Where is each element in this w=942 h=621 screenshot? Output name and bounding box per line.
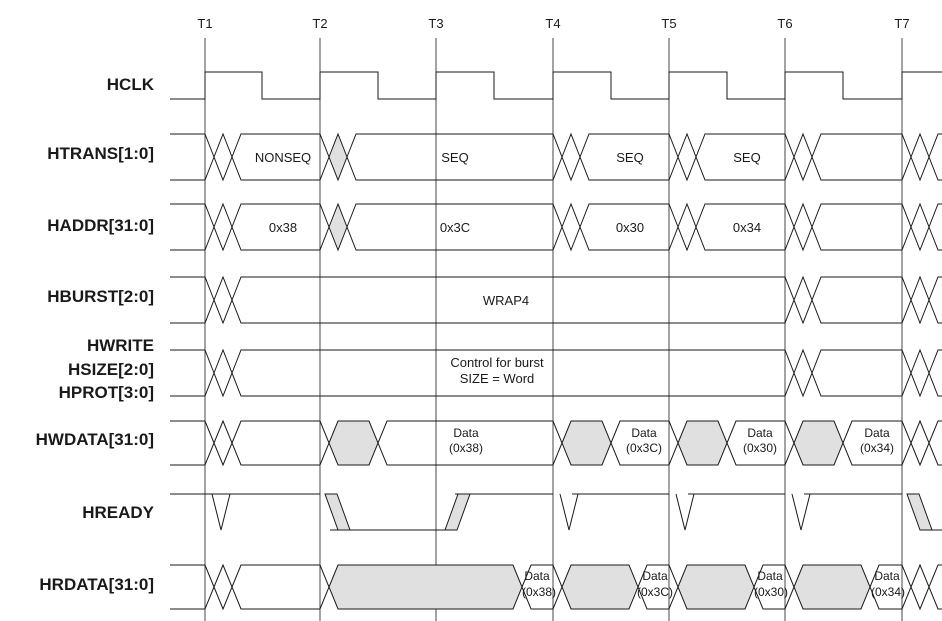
htrans-post (929, 134, 942, 180)
hwdata-shade-t4 (562, 421, 611, 465)
signal-label-hprot: HPROT[3:0] (58, 383, 154, 402)
hrdata-value-3-label: Data (757, 569, 783, 583)
hwdata-x1 (214, 421, 232, 465)
signal-labels (36, 75, 155, 594)
hwdata-x7 (911, 421, 929, 465)
signal-label-htrans: HTRANS[1:0] (47, 144, 154, 163)
signal-label-hrdata: HRDATA[31:0] (39, 575, 154, 594)
haddr-hatch-t2 (329, 204, 347, 250)
hrdata-idle-1 (232, 565, 329, 609)
hburst-value: WRAP4 (482, 293, 530, 308)
hrdata-value-1-label: Data (524, 569, 550, 583)
htrans-hatch-t2 (329, 134, 347, 180)
hwdata-pre (170, 421, 214, 465)
hready-glitch-t5 (676, 494, 694, 530)
marker-label-t7: T7 (894, 16, 910, 31)
haddr-value-1: 0x38 (268, 220, 298, 235)
marker-label-t5: T5 (661, 16, 677, 31)
haddr-value-4: 0x34 (732, 220, 762, 235)
hrdata-value-1-addr: (0x38) (521, 585, 557, 599)
hrdata-value-2-label: Data (642, 569, 668, 583)
signal-label-haddr: HADDR[31:0] (47, 216, 154, 235)
time-marker-lines (205, 38, 902, 621)
marker-label-t1: T1 (197, 16, 213, 31)
haddr-x5 (678, 204, 696, 250)
hwdata-value-3-addr: (0x30) (742, 441, 778, 455)
hburst-x1 (214, 277, 232, 323)
hrdata-value-3-addr: (0x30) (753, 585, 789, 599)
haddr-x4 (562, 204, 580, 250)
hrdata-x7 (911, 565, 929, 609)
marker-label-t3: T3 (428, 16, 444, 31)
hwdata-post (929, 421, 942, 465)
haddr-pre (170, 204, 214, 250)
hwdata-shade-t6 (794, 421, 843, 465)
hburst-bus (170, 277, 942, 323)
signal-label-hsize: HSIZE[2:0] (68, 360, 154, 379)
control-idle (812, 350, 911, 396)
hwdata-shade-t2 (329, 421, 378, 465)
hwdata-idle-1 (232, 421, 329, 465)
hrdata-value-4-label: Data (874, 569, 900, 583)
hwdata-value-4-label: Data (864, 426, 890, 440)
haddr-bus (170, 204, 942, 250)
marker-label-t2: T2 (312, 16, 328, 31)
hrdata-value-4-addr: (0x34) (870, 585, 906, 599)
control-bus (170, 350, 942, 396)
signal-label-hwdata: HWDATA[31:0] (35, 430, 154, 449)
marker-label-t4: T4 (545, 16, 561, 31)
htrans-x5 (678, 134, 696, 180)
htrans-value-seq-1: SEQ (441, 150, 469, 165)
hrdata-bus (170, 565, 942, 609)
hburst-x7 (911, 277, 929, 323)
hready-rise-t3 (445, 494, 470, 530)
hburst-idle (812, 277, 911, 323)
hrdata-shade-2 (562, 565, 638, 609)
htrans-x1 (214, 134, 232, 180)
haddr-x7 (911, 204, 929, 250)
hrdata-x1 (214, 565, 232, 609)
signal-label-hclk: HCLK (106, 75, 154, 94)
signal-label-hready: HREADY (82, 503, 154, 522)
htrans-x6 (794, 134, 812, 180)
control-post (929, 350, 942, 396)
hburst-pre (170, 277, 214, 323)
control-text-line-2: SIZE = Word (459, 371, 535, 386)
htrans-x7 (911, 134, 929, 180)
hrdata-shade-3 (678, 565, 754, 609)
hready-glitch-t6 (792, 494, 810, 530)
htrans-value-seq-3: SEQ (733, 150, 761, 165)
hready-glitch-t1 (212, 494, 230, 530)
hwdata-value-4-addr: (0x34) (859, 441, 895, 455)
htrans-pre-top (205, 134, 214, 157)
control-pre (170, 350, 214, 396)
hrdata-shade-1 (329, 565, 522, 609)
hrdata-pre (170, 565, 214, 609)
haddr-value-2: 0x3C (439, 220, 471, 235)
hwdata-value-1-addr: (0x38) (448, 441, 484, 455)
time-marker-labels (197, 16, 909, 31)
hready-glitch-t4 (560, 494, 578, 530)
control-x6 (794, 350, 812, 396)
hrdata-post (929, 565, 942, 609)
hburst-x6 (794, 277, 812, 323)
haddr-idle (812, 204, 911, 250)
htrans-x4 (562, 134, 580, 180)
control-text-line-1: Control for burst (450, 355, 544, 370)
marker-label-t6: T6 (777, 16, 793, 31)
htrans-bus (170, 134, 942, 180)
hrdata-value-2-addr: (0x3C) (636, 585, 674, 599)
htrans-value-nonseq: NONSEQ (254, 150, 312, 165)
haddr-x1 (214, 204, 232, 250)
control-x7 (911, 350, 929, 396)
hburst-post (929, 277, 942, 323)
signal-label-hwrite: HWRITE (86, 336, 154, 355)
haddr-value-3: 0x30 (615, 220, 645, 235)
hclk-waveform (170, 72, 942, 99)
htrans-idle (812, 134, 911, 180)
hwdata-value-2-label: Data (631, 426, 657, 440)
control-x1 (214, 350, 232, 396)
hwdata-value-3-label: Data (747, 426, 773, 440)
hwdata-value-1-label: Data (453, 426, 479, 440)
hwdata-bus (170, 421, 942, 465)
hready-waveform (170, 494, 902, 530)
hwdata-value-2-addr: (0x3C) (625, 441, 663, 455)
hready-fall-t2 (325, 494, 350, 530)
hrdata-shade-4 (794, 565, 870, 609)
htrans-value-seq-2: SEQ (616, 150, 644, 165)
hready-signal (170, 494, 942, 530)
hwdata-shade-t5 (678, 421, 727, 465)
haddr-post (929, 204, 942, 250)
signal-label-hburst: HBURST[2:0] (47, 287, 154, 306)
hready-fall-t7 (907, 494, 932, 530)
haddr-x6 (794, 204, 812, 250)
